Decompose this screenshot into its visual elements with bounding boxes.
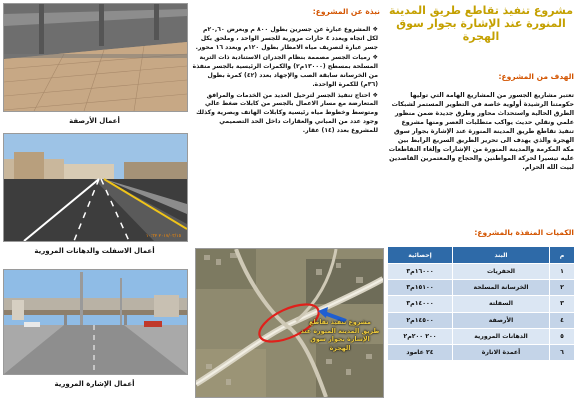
cell-n: ٦	[550, 344, 575, 360]
quantities-heading: الكميات المنفذة بالمشروع:	[474, 228, 574, 237]
sidewalk-illustration	[4, 4, 187, 111]
asphalt-illustration	[4, 134, 187, 241]
caption-traffic-signals: أعمال الإشارة المرورية	[54, 380, 135, 388]
map-project-label: مشروع تنفيذ تقاطع طريق المدينة المنورة عند الإشارة بجوار سوق الهجرة	[300, 319, 380, 352]
table-row	[388, 296, 575, 312]
table-row	[388, 328, 575, 344]
traffic-signal-illustration	[4, 270, 187, 374]
bullet-icon: ❖	[372, 54, 378, 62]
table-header-row	[388, 247, 575, 264]
brief-heading: نبذة عن المشروع:	[312, 7, 380, 16]
table-row	[388, 312, 575, 328]
photo-timestamp: ٢٠١٧/٠٣/١٥ ١٠:٣٢	[146, 234, 181, 239]
cell-item: الخرسانة المسلحة	[453, 280, 550, 296]
table-row	[388, 264, 575, 280]
quantities-table	[387, 246, 575, 361]
cell-item: السفلتة	[453, 296, 550, 312]
cell-item: الدهانات المرورية	[453, 328, 550, 344]
cell-value: ١٦٠٠٠م٣	[388, 264, 453, 280]
bullet-icon: ❖	[372, 26, 378, 33]
cell-value: ١٤٠٠٠م٣	[388, 296, 453, 312]
cell-value: ٢٤ عامود	[388, 344, 453, 360]
caption-asphalt: أعمال الاسفلت والدهانات المرورية	[34, 247, 155, 255]
photo-asphalt	[3, 133, 188, 242]
brief-bullet-1: ❖ المشروع عبارة عن جسرين بطول ٨٠٠ م وبعرض ٢٠,٦٠م لكل اتجاه ويعدد ٤ حارات مرورية للجسر الواحد ، وملحق بكل جسر عبارة لتصريف مياه الامطار بطول ١٢٠م وبعدد ١٦ محور.	[195, 26, 378, 51]
map-aerial	[195, 248, 384, 398]
photo-traffic-signals	[3, 269, 188, 375]
photo-sidewalk	[3, 3, 188, 112]
col-header-item: البند	[453, 247, 550, 264]
goal-text: تعتبر مشاريع الجسور من المشاريع الهامة التي توليها حكومتنا الرشيدة أولوية خاصة في التطوير المستمر لشبكات الطرق الحالية واستحداث محاور وطرق جديدة ضمن منظور علمي ونقلي حديث يواكب متطلبات العصر ومنها مشروع تنفيذ تقاطع طريق المدينة المنورة عند الإشارة بجوار سوق الهجرة والذي يهدف الى تحرير الطريق السريع الرابط بين مكة المكرمة والمدينة المنورة من الإشارات وإلغاء التقاطعات عليه تيسيرا لحركة المواطنين والحجاج والمعتمرين القاصدين لبيت الله الحرام.	[388, 92, 574, 171]
table-row	[388, 280, 575, 296]
cell-n: ٢	[550, 280, 575, 296]
bullet-icon: ❖	[372, 91, 378, 99]
caption-sidewalk: أعمال الأرصفة	[69, 117, 120, 125]
table-row	[388, 344, 575, 360]
cell-value: ١٤٥٠٠م٢	[388, 312, 453, 328]
col-header-n: م	[550, 247, 575, 264]
page-title: مشروع تنفيذ تقاطع طريق المدينة المنورة عند الإشارة بجوار سوق الهجرة	[388, 4, 574, 43]
brief-text	[192, 26, 378, 136]
cell-n: ٥	[550, 328, 575, 344]
cell-item: الحفريات	[453, 264, 550, 280]
cell-item: أعمدة الانارة	[453, 344, 550, 360]
cell-value: ١٥١٠٠م٣	[388, 280, 453, 296]
cell-n: ٤	[550, 312, 575, 328]
col-header-value: إحصائية	[388, 247, 453, 264]
cell-n: ١	[550, 264, 575, 280]
brief-bullet-3: ❖ احتاج تنفيذ الجسر لترحيل العديد من الخدمات والمرافق المتعارضة مع مسار الاعمال بالجسر من كابلات ضغط عالي ومتوسط وخطوط مياه رئيسية وكابلات الهاتف وبصرية وكذلك وجود عدد من المباني والعقارات داخل الحد التصميمي للمشروع بعدد (١٤) عقار.	[196, 91, 378, 134]
cell-item: الأرصفة	[453, 312, 550, 328]
goal-heading: الهدف من المشروع:	[498, 72, 574, 81]
cell-n: ٣	[550, 296, 575, 312]
brief-bullet-2: ❖ رميات الجسر مصممة بنظام الجدران الاستنادية ذات التربة المسلحة بمسطح (١٣٠٠٠م٢) والكمرات الرئيسية بالجسر منفذة من الخرسانة سابقة الصب والإجهاد بعدد (٤٢) كمرة بطول (٣٦م) للكمرة الواحدة.	[192, 54, 378, 88]
cell-value: ٢٠٠ ٢٠٠م٢	[388, 328, 453, 344]
